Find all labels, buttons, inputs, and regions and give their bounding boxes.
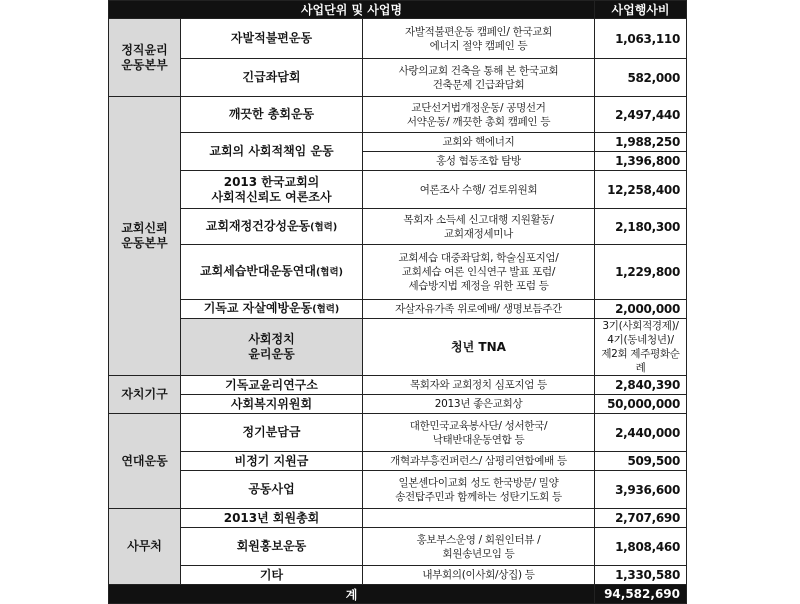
table-row — [109, 452, 687, 471]
table-row — [109, 471, 687, 509]
section-church-trust: 교회신뢰 운동본부 — [109, 97, 181, 376]
project-name: 교회세습반대운동연대(협력) — [181, 245, 363, 300]
total-row — [109, 585, 687, 604]
project-content: 교회와 핵에너지 — [363, 133, 595, 152]
project-amount: 1,229,800 — [595, 245, 687, 300]
project-name: 교회재정건강성운동(협력) — [181, 209, 363, 245]
project-content: 내부회의(이사회/상집) 등 — [363, 566, 595, 585]
table-row — [109, 245, 687, 300]
table-row — [109, 376, 687, 395]
budget-table — [108, 0, 687, 604]
table-row — [109, 171, 687, 209]
table-row — [109, 414, 687, 452]
project-name: 자발적불편운동 — [181, 19, 363, 59]
table-row — [109, 59, 687, 97]
section-solidarity: 연대운동 — [109, 414, 181, 509]
project-amount: 2,707,690 — [595, 509, 687, 528]
project-amount: 50,000,000 — [595, 395, 687, 414]
table-row — [109, 395, 687, 414]
table-row — [109, 97, 687, 133]
business-header: 사업단위 및 사업명 — [109, 1, 595, 19]
project-name: 정기분담금 — [181, 414, 363, 452]
project-amount: 2,180,300 — [595, 209, 687, 245]
section-autonomous-bodies: 자치기구 — [109, 376, 181, 414]
total-amount: 94,582,690 — [595, 585, 687, 604]
project-amount: 12,258,400 — [595, 171, 687, 209]
project-content: 교회세습 대중좌담회, 학술심포지엄/ 교회세습 여론 인식연구 발표 포럼/ 세습방지법 제정을 위한 포럼 등 — [363, 245, 595, 300]
project-content: 대한민국교육봉사단/ 성서한국/ 낙태반대운동연합 등 — [363, 414, 595, 452]
project-content: 일본센다이교회 성도 한국방문/ 밀양 송전탑주민과 함께하는 성탄기도회 등 — [363, 471, 595, 509]
project-amount: 1,063,110 — [595, 19, 687, 59]
project-name: 공동사업 — [181, 471, 363, 509]
project-content: 자살자유가족 위로예배/ 생명보듬주간 — [363, 300, 595, 319]
section-social-political-ethics: 사회정치 윤리운동 — [181, 319, 363, 376]
total-label: 계 — [109, 585, 595, 604]
project-amount: 582,000 — [595, 59, 687, 97]
project-name: 비정기 지원금 — [181, 452, 363, 471]
section-secretariat: 사무처 — [109, 509, 181, 585]
project-name: 2013년 회원총회 — [181, 509, 363, 528]
project-name: 2013 한국교회의 사회적신뢰도 여론조사 — [181, 171, 363, 209]
expense-header: 사업행사비 — [595, 1, 687, 19]
project-amount: 509,500 — [595, 452, 687, 471]
project-content: 목회자와 교회정치 심포지엄 등 — [363, 376, 595, 395]
project-content: 3기(사회적경제)/ 4기(동네청년)/ 제2회 제주평화순례 — [595, 319, 687, 376]
project-name: 청년 TNA — [363, 319, 595, 376]
project-content: 자발적불편운동 캠페인/ 한국교회 에너지 절약 캠페인 등 — [363, 19, 595, 59]
project-content: 개혁과부흥컨퍼런스/ 삼평리연합예배 등 — [363, 452, 595, 471]
project-amount: 3,936,600 — [595, 471, 687, 509]
project-amount: 1,808,460 — [595, 528, 687, 566]
project-content: 목회자 소득세 신고대행 지원활동/ 교회재정세미나 — [363, 209, 595, 245]
table-row — [109, 300, 687, 319]
project-name: 사회복지위원회 — [181, 395, 363, 414]
project-name: 회원홍보운동 — [181, 528, 363, 566]
project-name: 긴급좌담회 — [181, 59, 363, 97]
project-content: 홍성 협동조합 탐방 — [363, 152, 595, 171]
budget-table-container — [108, 0, 686, 602]
project-amount: 2,000,000 — [595, 300, 687, 319]
table-row — [109, 509, 687, 528]
project-amount: 1,330,580 — [595, 566, 687, 585]
table-row — [109, 133, 687, 152]
project-amount: 2,840,390 — [595, 376, 687, 395]
section-integrity-ethics: 정직윤리 운동본부 — [109, 19, 181, 97]
project-name: 교회의 사회적책임 운동 — [181, 133, 363, 171]
project-amount: 1,396,800 — [595, 152, 687, 171]
project-name: 기독교윤리연구소 — [181, 376, 363, 395]
table-row — [109, 528, 687, 566]
project-name: 기독교 자살예방운동(협력) — [181, 300, 363, 319]
project-amount: 1,988,250 — [595, 133, 687, 152]
table-row — [109, 566, 687, 585]
project-content: 교단선거법개정운동/ 공명선거 서약운동/ 깨끗한 총회 캠페인 등 — [363, 97, 595, 133]
project-name: 깨끗한 총회운동 — [181, 97, 363, 133]
project-amount: 2,497,440 — [595, 97, 687, 133]
project-content: 2013년 좋은교회상 — [363, 395, 595, 414]
project-name: 기타 — [181, 566, 363, 585]
project-content — [363, 509, 595, 528]
header-row — [109, 1, 687, 19]
table-row — [109, 19, 687, 59]
project-amount: 2,440,000 — [595, 414, 687, 452]
table-row — [109, 319, 687, 376]
project-content: 홍보부스운영 / 회원인터뷰 / 회원송년모임 등 — [363, 528, 595, 566]
project-content: 사랑의교회 건축을 통해 본 한국교회 건축문제 긴급좌담회 — [363, 59, 595, 97]
project-content: 여론조사 수행/ 검토위원회 — [363, 171, 595, 209]
table-row — [109, 209, 687, 245]
